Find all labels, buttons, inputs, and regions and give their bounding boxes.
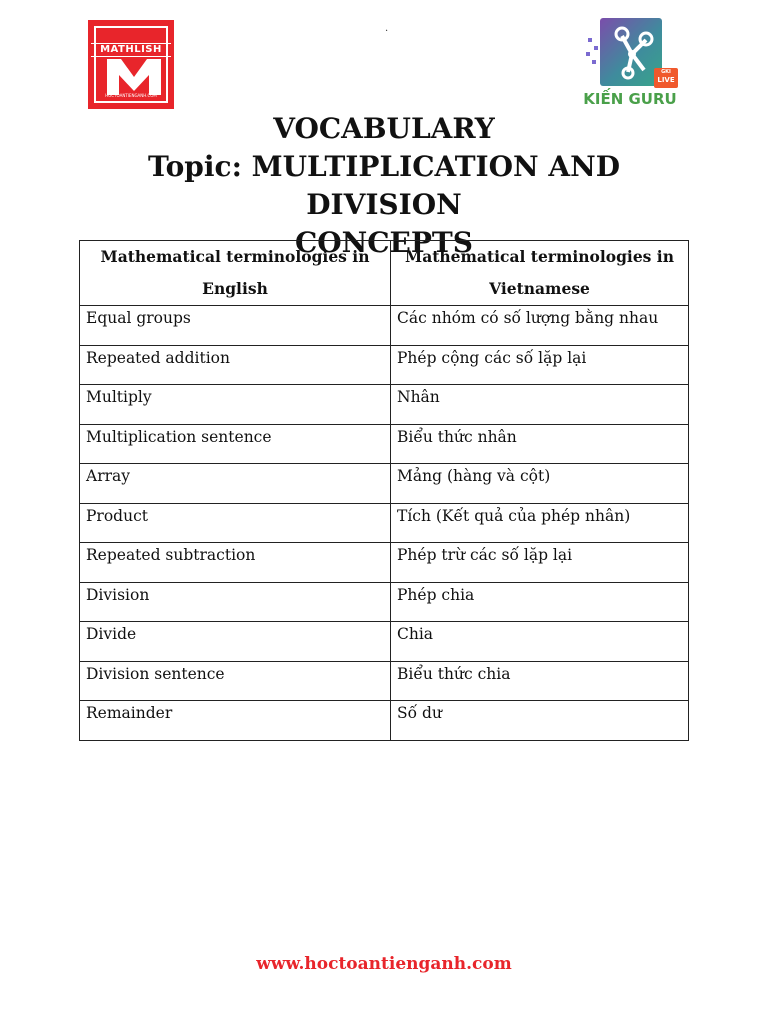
footer-website-link[interactable]: www.hoctoantienganh.com	[256, 954, 512, 974]
term-vietnamese: Số dư	[391, 701, 689, 741]
title-line-concepts: CONCEPTS	[294, 226, 473, 259]
kien-guru-logo	[584, 18, 680, 112]
page-dot: .	[385, 23, 389, 34]
term-english: Multiply	[80, 385, 391, 425]
table-row	[80, 622, 689, 662]
table-row	[80, 543, 689, 583]
term-vietnamese: Mảng (hàng và cột)	[391, 464, 689, 504]
term-vietnamese: Chia	[391, 622, 689, 662]
pixel-decoration	[592, 60, 596, 64]
pixel-decoration	[594, 46, 598, 50]
term-vietnamese: Nhân	[391, 385, 689, 425]
term-vietnamese: Các nhóm có số lượng bằng nhau	[391, 306, 689, 346]
m-letter-icon	[105, 57, 163, 97]
term-english: Repeated addition	[80, 345, 391, 385]
term-vietnamese: Tích (Kết quả của phép nhân)	[391, 503, 689, 543]
table-row	[80, 464, 689, 504]
table-row	[80, 345, 689, 385]
term-english: Repeated subtraction	[80, 543, 391, 583]
table-row	[80, 424, 689, 464]
logo-site-text: HOCTOANTIENGANH.COM	[105, 93, 157, 98]
term-vietnamese: Phép trừ các số lặp lại	[391, 543, 689, 583]
term-english: Array	[80, 464, 391, 504]
vocabulary-table	[79, 240, 689, 741]
pixel-decoration	[586, 52, 590, 56]
term-vietnamese: Biểu thức nhân	[391, 424, 689, 464]
live-badge	[654, 68, 678, 88]
live-badge-sub: GKI	[661, 69, 671, 75]
table-row	[80, 582, 689, 622]
term-english: Divide	[80, 622, 391, 662]
table-row	[80, 503, 689, 543]
logo-tile	[600, 18, 662, 86]
header-vietnamese: Mathematical terminologies in Vietnamese	[391, 241, 689, 306]
term-english: Remainder	[80, 701, 391, 741]
title-line-vocabulary: VOCABULARY	[273, 112, 495, 145]
pixel-decoration	[588, 38, 592, 42]
term-vietnamese: Phép cộng các số lặp lại	[391, 345, 689, 385]
term-vietnamese: Biểu thức chia	[391, 661, 689, 701]
network-nodes-icon	[600, 18, 662, 86]
kien-guru-name: KIẾN GURU	[583, 90, 677, 108]
term-english: Multiplication sentence	[80, 424, 391, 464]
logo-brand-text: MATHLISH	[91, 43, 171, 57]
term-english: Product	[80, 503, 391, 543]
table-row	[80, 385, 689, 425]
term-english: Division	[80, 582, 391, 622]
term-english: Division sentence	[80, 661, 391, 701]
table-row	[80, 306, 689, 346]
term-english: Equal groups	[80, 306, 391, 346]
term-vietnamese: Phép chia	[391, 582, 689, 622]
mathlish-logo	[88, 20, 174, 109]
table-header-row	[80, 241, 689, 306]
header-english: Mathematical terminologies in English	[80, 241, 391, 306]
live-badge-label: LIVE	[657, 76, 675, 84]
table-row	[80, 661, 689, 701]
table-row	[80, 701, 689, 741]
title-line-topic: Topic: MULTIPLICATION AND DIVISION	[148, 150, 620, 221]
